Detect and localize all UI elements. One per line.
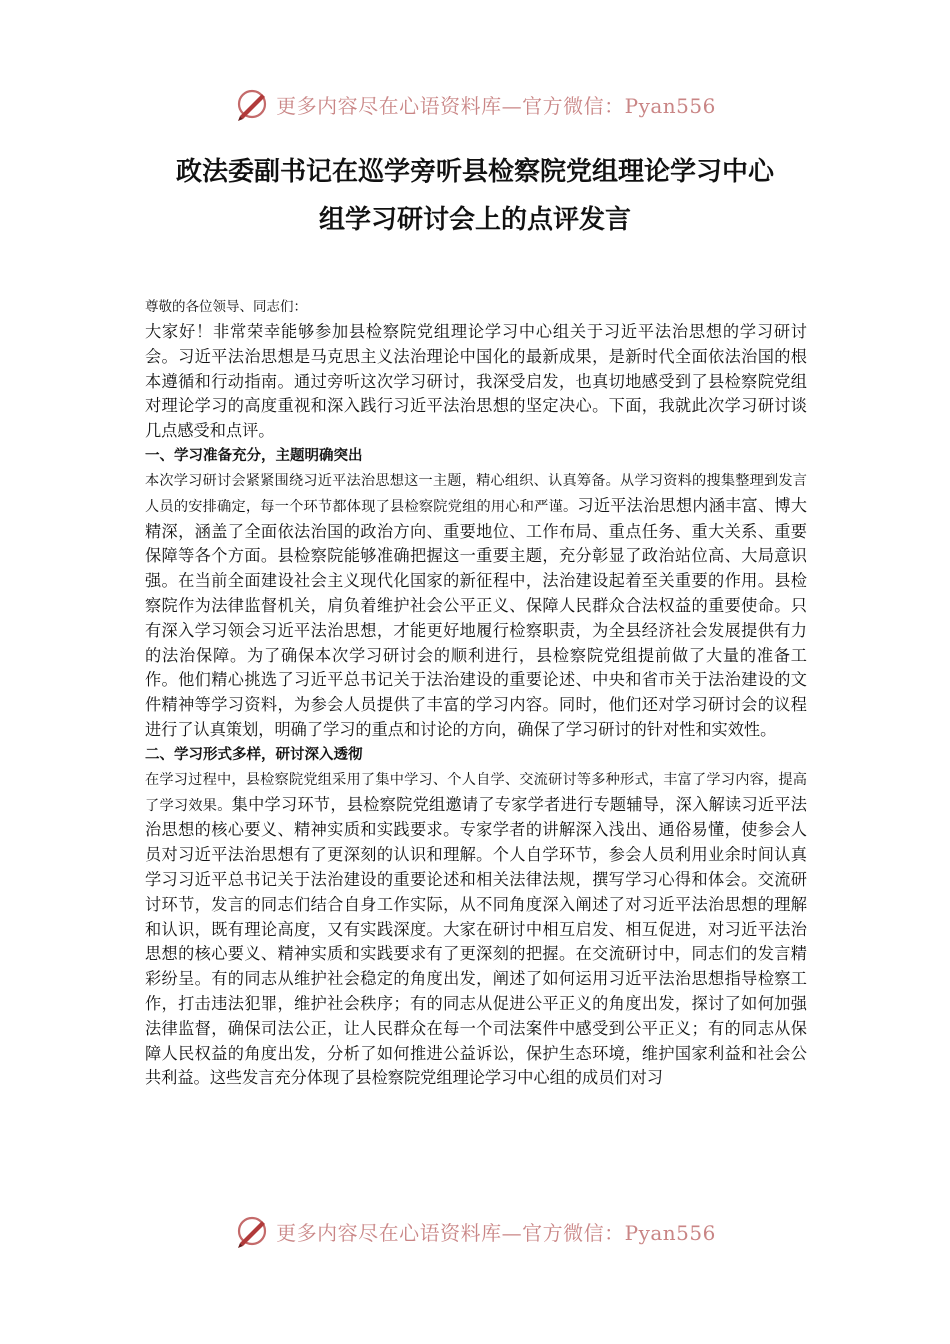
watermark-banner-top <box>0 84 950 124</box>
document-title <box>100 148 850 244</box>
pen-logo-icon <box>234 1213 270 1249</box>
salutation: 尊敬的各位领导、同志们： <box>145 299 307 315</box>
section-2-lead: 在学习过程中，县检察院党组采用了集中学习、个人自学、交流研讨等多种形式，丰富了学习内容，提高了学习效果。 <box>145 771 807 814</box>
section-1-paragraph <box>145 468 807 743</box>
watermark-text: 更多内容尽在心语资料库—官方微信：Pyan556 <box>276 1220 716 1245</box>
section-1-heading: 一、学习准备充分，主题明确突出 <box>145 446 363 464</box>
document-body <box>145 294 807 1091</box>
pen-logo-icon <box>234 86 270 122</box>
section-2-heading: 二、学习形式多样，研讨深入透彻 <box>145 745 363 763</box>
section-1-body: 习近平法治思想内涵丰富、博大精深，涵盖了全面依法治国的政治方向、重要地位、工作布局、重点任务、重大关系、重要保障等各个方面。县检察院能够准确把握这一重要主题，充分彰显了政治站位高、大局意识强。在当前全面建设社会主义现代化国家的新征程中，法治建设起着至关重要的作用。县检察院作为法律监督机关，肩负着维护社会公平正义、保障人民群众合法权益的重要使命。只有深入学习领会习近平法治思想，才能更好地履行检察职责，为全县经济社会发展提供有力的法治保障。为了确保本次学习研讨会的顺利进行，县检察院党组提前做了大量的准备工作。他们精心挑选了习近平总书记关于法治建设的重要论述、中央和省市关于法治建设的文件精神等学习资料，为参会人员提供了丰富的学习内容。同时，他们还对学习研讨会的议程进行了认真策划，明确了学习的重点和讨论的方向，确保了学习研讨的针对性和实效性。 <box>145 495 807 739</box>
title-line-1: 政法委副书记在巡学旁听县检察院党组理论学习中心 <box>175 157 774 187</box>
section-1-lead: 本次学习研讨会紧紧围绕习近平法治思想这一主题，精心组织、认真筹备。从学习资料的搜集整理到发言人员的安排确定，每一个环节都体现了县检察院党组的用心和严谨。 <box>145 472 807 515</box>
section-2-paragraph <box>145 767 807 1091</box>
section-2-body: 集中学习环节，县检察院党组邀请了专家学者进行专题辅导，深入解读习近平法治思想的核心要义、精神实质和实践要求。专家学者的讲解深入浅出、通俗易懂，使参会人员对习近平法治思想有了更深刻的认识和理解。个人自学环节，参会人员利用业余时间认真学习习近平总书记关于法治建设的重要论述和相关法律法规，撰写学习心得和体会。交流研讨环节，发言的同志们结合自身工作实际，从不同角度深入阐述了对习近平法治思想的理解和认识，既有理论高度，又有实践深度。大家在研讨中相互启发、相互促进，对习近平法治思想的核心要义、精神实质和实践要求有了更深刻的把握。在交流研讨中，同志们的发言精彩纷呈。有的同志从维护社会稳定的角度出发，阐述了如何运用习近平法治思想指导检察工作，打击违法犯罪，维护社会秩序；有的同志从促进公平正义的角度出发，探讨了如何加强法律监督，确保司法公正，让人民群众在每一个司法案件中感受到公平正义；有的同志从保障人民权益的角度出发，分析了如何推进公益诉讼，保护生态环境，维护国家利益和社会公共利益。这些发言充分体现了县检察院党组理论学习中心组的成员们对习 <box>145 794 807 1088</box>
title-line-2: 组学习研讨会上的点评发言 <box>318 205 631 235</box>
watermark-text: 更多内容尽在心语资料库—官方微信：Pyan556 <box>276 93 716 118</box>
intro-paragraph: 大家好！非常荣幸能够参加县检察院党组理论学习中心组关于习近平法治思想的学习研讨会。习近平法治思想是马克思主义法治理论中国化的最新成果，是新时代全面依法治国的根本遵循和行动指南。通过旁听这次学习研讨，我深受启发，也真切地感受到了县检察院党组对理论学习的高度重视和深入践行习近平法治思想的坚定决心。下面，我就此次学习研讨谈几点感受和点评。 <box>145 322 807 441</box>
watermark-banner-bottom <box>0 1211 950 1251</box>
